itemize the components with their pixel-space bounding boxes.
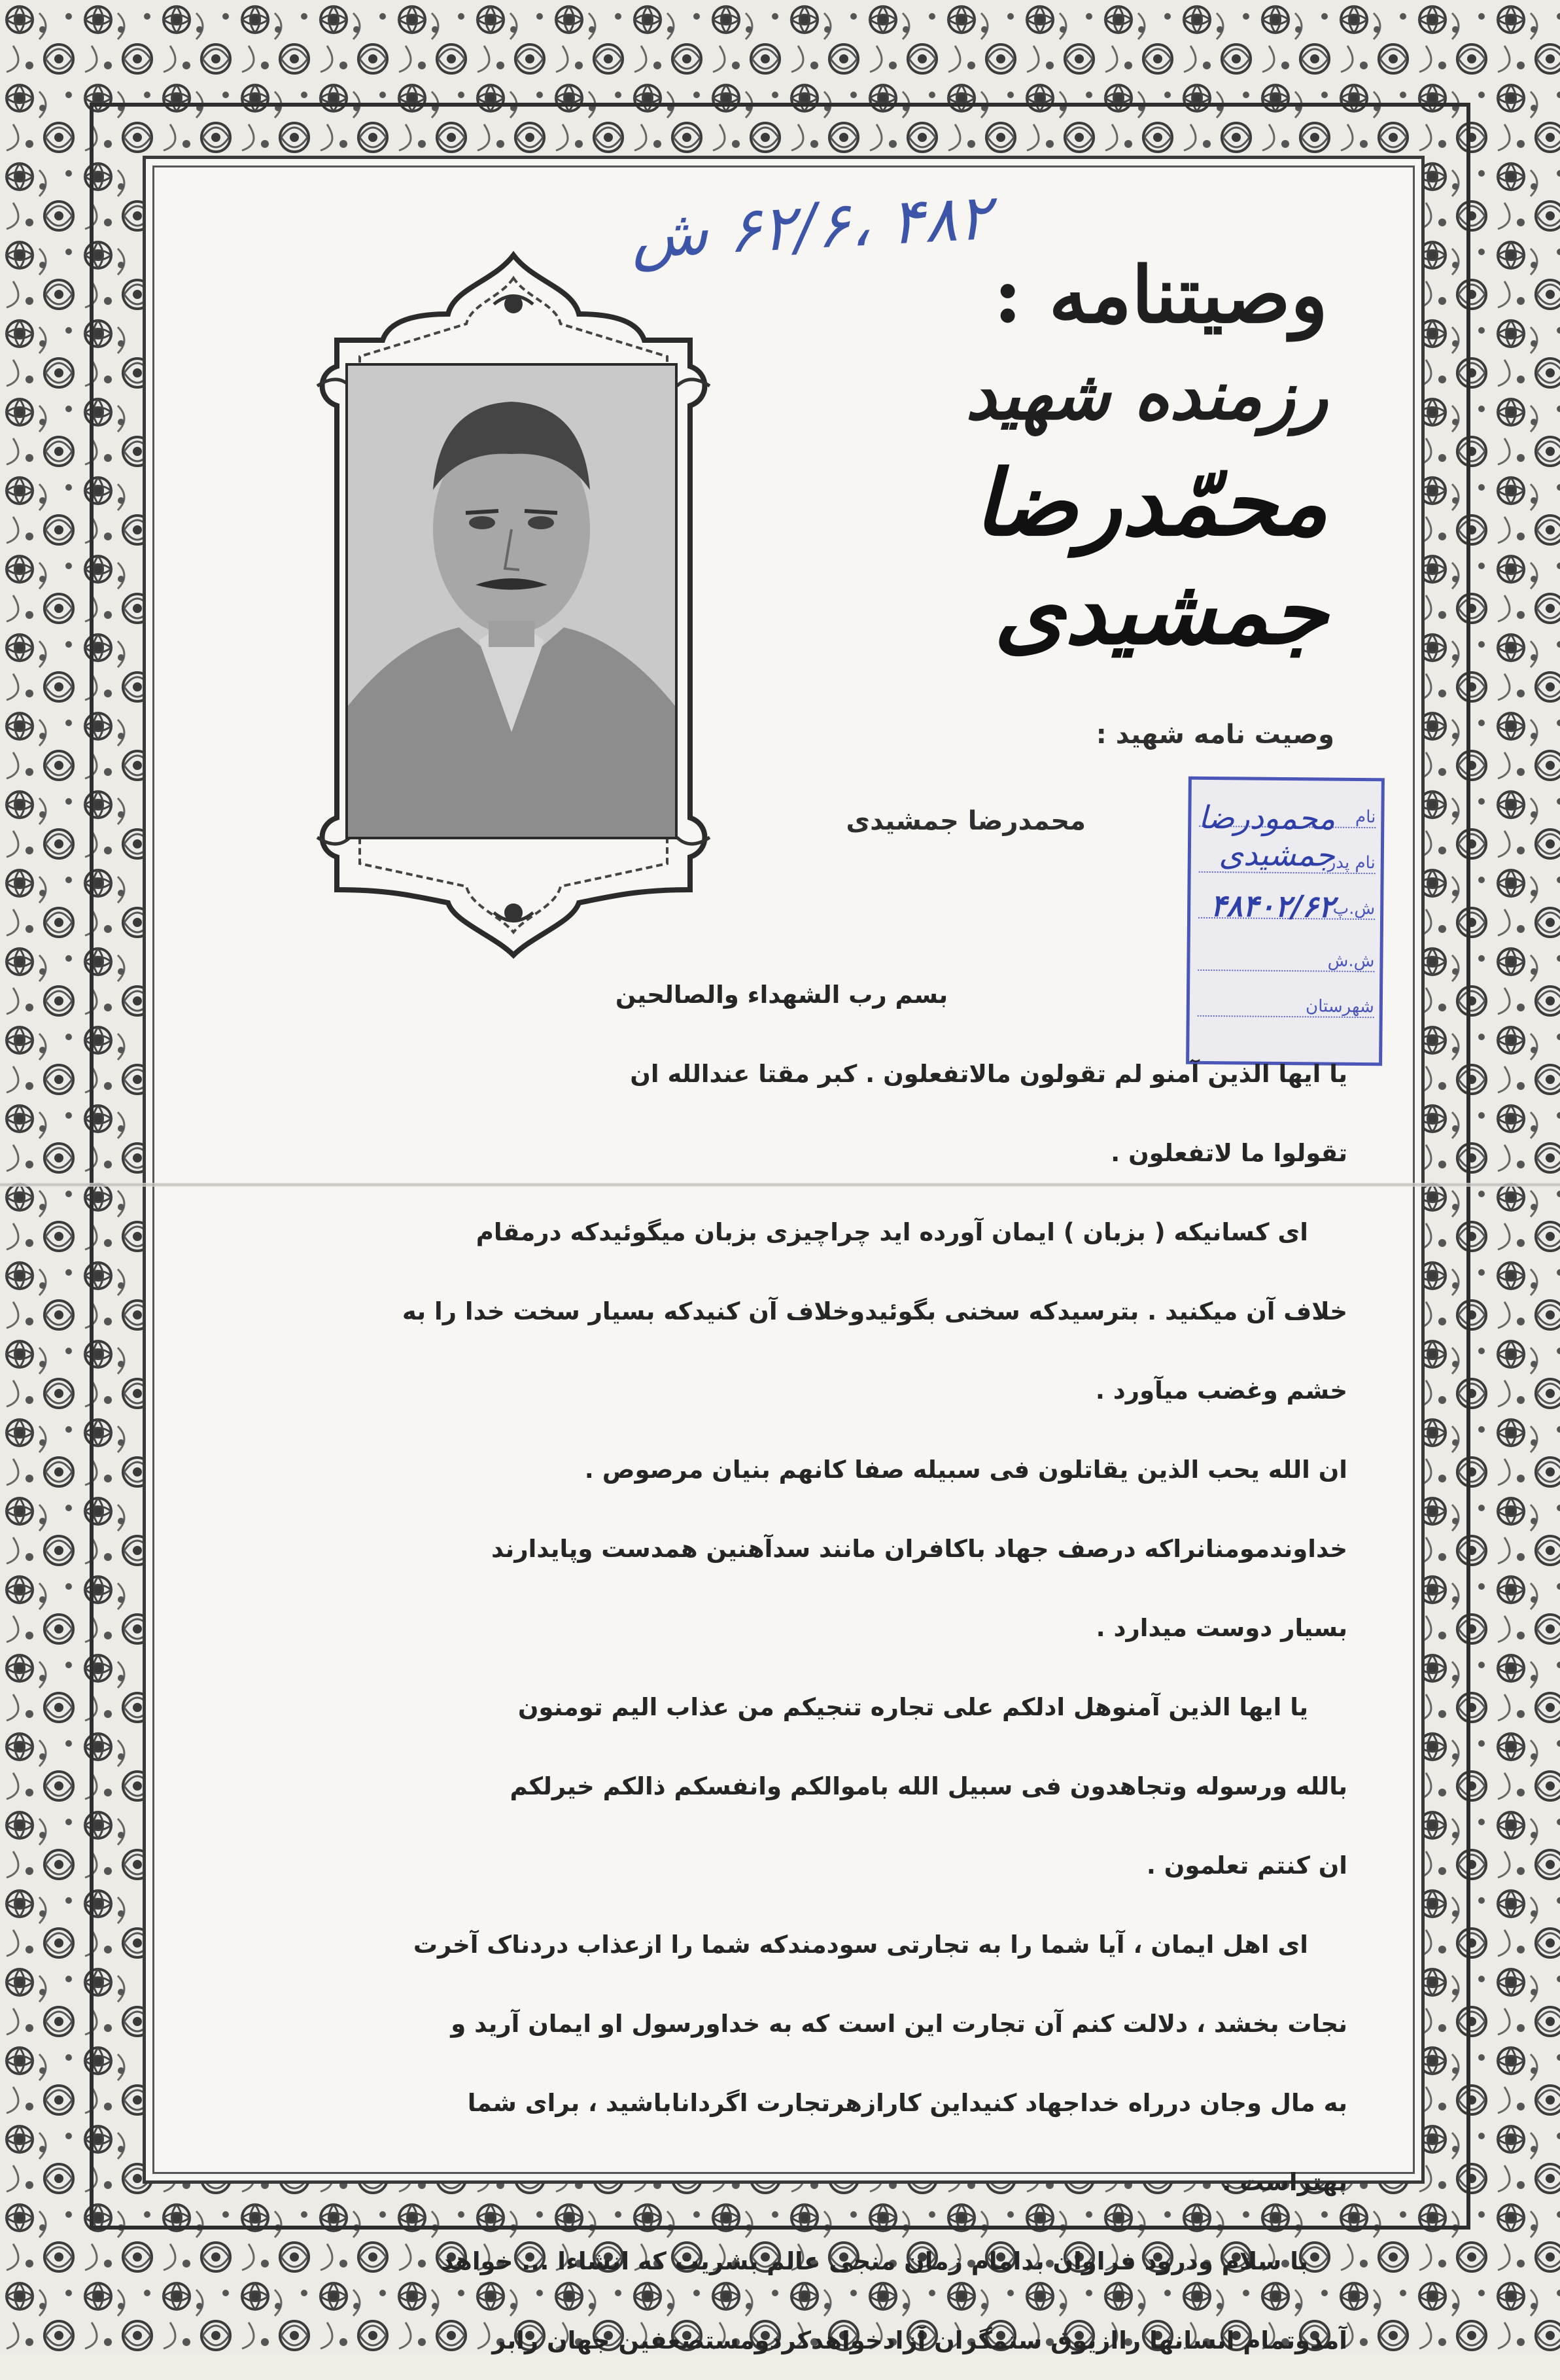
body-line: آمدوتمام انسانها راازیوق ستمگران آزادخواهدکردومستضعفین جهان رابر	[492, 2326, 1347, 2354]
stamp-label-name: نام	[1199, 806, 1376, 828]
bismillah-line: بسم رب الشهداء والصالحین	[615, 981, 948, 1009]
title-block	[739, 249, 1328, 666]
body-line: بهتراست .	[1222, 2168, 1347, 2196]
body-line: خشم وغضب میآورد .	[1095, 1376, 1347, 1405]
body-line: تقولوا ما لاتفعلون .	[1111, 1139, 1347, 1167]
body-line: یا ایها الذین آمنوهل ادلکم علی تجاره تنجیکم من عذاب الیم تومنون	[517, 1693, 1308, 1721]
handwritten-archive-number: ۴۸۲ ،۶۲/۶ ش	[629, 180, 994, 273]
document-title: وصیتنامه :	[993, 249, 1328, 340]
body-line: با سلام ودرود فراوان بدامام زمان منجی عالم بشریت که انشاءا ... خواهد	[441, 2247, 1308, 2275]
body-line: به مال وجان درراه خداجهاد کنیداین کارازهرتجارت اگرداناباشید ، برای شما	[467, 2089, 1347, 2117]
body-line: خلاف آن میکنید . بترسیدکه سخنی بگوئیدوخلاف آن کنیدکه بسیار سخت خدا را به	[402, 1297, 1347, 1325]
body-line: ان کنتم تعلمون .	[1146, 1851, 1347, 1880]
body-line: بسیار دوست میدارد .	[1096, 1614, 1347, 1642]
body-line: نجات بخشد ، دلالت کنم آن تجارت این است که به خداورسول او ایمان آرید و	[451, 2010, 1347, 2038]
body-line: خداوندمومنانراکه درصف جهاد باکافران مانند سدآهنین همدست وپایدارند	[491, 1535, 1347, 1563]
document-subtitle: رزمنده شهید	[965, 354, 1328, 435]
stamp-label-sh: ش.ش	[1198, 950, 1374, 972]
martyr-name-calligraphy: محمّدرضا جمشیدی	[973, 449, 1328, 665]
martyr-name-line: محمدرضا جمشیدی	[846, 806, 1086, 836]
stamp-handwritten-name: محمودرضا جمشیدی	[1198, 799, 1336, 874]
body-line: ای کسانیکه ( بزبان ) ایمان آورده اید چراچیزی بزبان میگوئیدکه درمقام	[476, 1218, 1308, 1246]
stamp-handwritten-number: ۴۸۴۰۲/۶۲	[1210, 888, 1335, 924]
body-line: بالله ورسوله وتجاهدون فی سبیل الله باموالکم وانفسکم ذالکم خیرلکم	[510, 1772, 1347, 1800]
will-subheading: وصیت نامه شهید :	[1096, 720, 1334, 750]
stamp-label-city: شهرستان	[1198, 996, 1374, 1018]
stamp-label-father: نام پدر	[1199, 852, 1376, 874]
martyr-portrait-photo	[345, 363, 678, 839]
will-body-text	[216, 955, 1347, 2380]
body-line: یا ایها الذین آمنو لم تقولون مالاتفعلون . کبر مقتا عندالله ان	[630, 1060, 1347, 1088]
body-line: ای اهل ایمان ، آیا شما را به تجارتی سودمندکه شما را ازعذاب دردناک آخرت	[413, 1931, 1308, 1959]
stamp-label-sp: ش.پ	[1198, 898, 1375, 920]
body-line: ان الله یحب الذین یقاتلون فی سبیله صفا کانهم بنیان مرصوص .	[584, 1456, 1347, 1484]
